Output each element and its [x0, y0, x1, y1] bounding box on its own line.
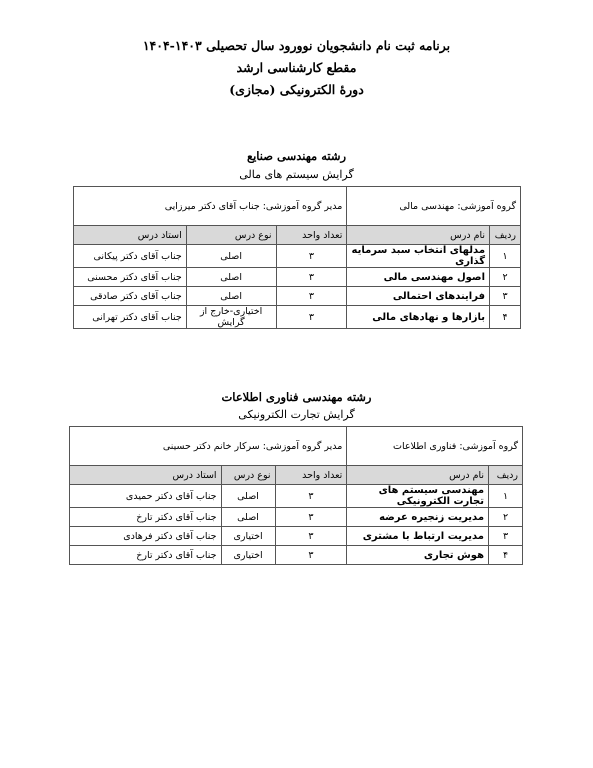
section1-table	[73, 186, 521, 329]
section1-header-row	[74, 226, 521, 245]
course-type: اصلی	[221, 485, 275, 508]
col-course-type: نوع درس	[221, 466, 275, 485]
table-row	[74, 306, 521, 329]
table-row	[74, 287, 521, 306]
table-row	[70, 527, 523, 546]
course-type: اختیاری	[221, 546, 275, 565]
col-units: تعداد واحد	[275, 466, 347, 485]
course-units: ۳	[276, 287, 347, 306]
course-units: ۳	[276, 245, 347, 268]
section2-header-row	[70, 466, 523, 485]
course-instructor: جناب آقای دکتر تهرانی	[74, 306, 187, 329]
section2-group: گروه آموزشی: فناوری اطلاعات	[347, 427, 523, 466]
section1-director: مدیر گروه آموزشی: جناب آقای دکتر میرزایی	[74, 187, 347, 226]
col-course-name: نام درس	[347, 226, 490, 245]
col-course-type: نوع درس	[186, 226, 276, 245]
degree-level: مقطع کارشناسی ارشد	[236, 60, 357, 75]
course-type: اختیاری	[221, 527, 275, 546]
section2-group-row	[70, 427, 523, 466]
table-row	[74, 245, 521, 268]
col-row-number: ردیف	[490, 226, 521, 245]
course-units: ۳	[276, 306, 347, 329]
course-units: ۳	[275, 485, 347, 508]
col-instructor: استاد درس	[74, 226, 187, 245]
col-course-name: نام درس	[347, 466, 489, 485]
course-name: فرایندهای احتمالی	[347, 287, 490, 306]
course-type: اصلی	[186, 268, 276, 287]
section2-subtitle: گرایش تجارت الکترونیکی	[238, 408, 355, 421]
section1-title: رشته مهندسی صنایع	[246, 149, 347, 163]
course-type: اختیاری-خارج از گرایش	[186, 306, 276, 329]
section2-director: مدیر گروه آموزشی: سرکار خانم دکتر حسینی	[70, 427, 347, 466]
course-units: ۳	[276, 268, 347, 287]
course-instructor: جناب آقای دکتر صادقی	[74, 287, 187, 306]
course-instructor: جناب آقای دکتر حمیدی	[70, 485, 222, 508]
table-row	[70, 508, 523, 527]
section2-table	[69, 426, 523, 565]
col-instructor: استاد درس	[70, 466, 222, 485]
course-type: اصلی	[186, 245, 276, 268]
course-instructor: جناب آقای دکتر محسنی	[74, 268, 187, 287]
row-number: ۱	[490, 245, 521, 268]
course-name: هوش تجاری	[347, 546, 489, 565]
course-units: ۳	[275, 546, 347, 565]
course-mode: دورهٔ الکترونیکی (مجازی)	[229, 82, 364, 97]
section1-group: گروه آموزشی: مهندسی مالی	[347, 187, 521, 226]
course-units: ۳	[275, 508, 347, 527]
course-name: بازارها و نهادهای مالی	[347, 306, 490, 329]
col-row-number: ردیف	[489, 466, 523, 485]
course-name: مهندسی سیستم های تجارت الکترونیکی	[347, 485, 489, 508]
table-row	[70, 546, 523, 565]
row-number: ۱	[489, 485, 523, 508]
course-type: اصلی	[221, 508, 275, 527]
section1-subtitle: گرایش سیستم های مالی	[239, 168, 354, 181]
course-name: مدیریت زنجیره عرضه	[347, 508, 489, 527]
row-number: ۳	[489, 527, 523, 546]
course-instructor: جناب آقای دکتر پیکانی	[74, 245, 187, 268]
row-number: ۲	[490, 268, 521, 287]
row-number: ۴	[489, 546, 523, 565]
table-row	[70, 485, 523, 508]
course-name: مدیریت ارتباط با مشتری	[347, 527, 489, 546]
col-units: تعداد واحد	[276, 226, 347, 245]
course-instructor: جناب آقای دکتر تارخ	[70, 546, 222, 565]
row-number: ۲	[489, 508, 523, 527]
course-instructor: جناب آقای دکتر فرهادی	[70, 527, 222, 546]
course-units: ۳	[275, 527, 347, 546]
course-name: اصول مهندسی مالی	[347, 268, 490, 287]
section2-title: رشته مهندسی فناوری اطلاعات	[221, 390, 372, 404]
row-number: ۳	[490, 287, 521, 306]
course-name: مدلهای انتخاب سبد سرمایه گذاری	[347, 245, 490, 268]
section1-group-row	[74, 187, 521, 226]
course-type: اصلی	[186, 287, 276, 306]
course-instructor: جناب آقای دکتر تارخ	[70, 508, 222, 527]
table-row	[74, 268, 521, 287]
row-number: ۴	[490, 306, 521, 329]
document-title: برنامه ثبت نام دانشجویان نوورود سال تحصیلی ۱۴۰۳-۱۴۰۴	[142, 38, 451, 53]
